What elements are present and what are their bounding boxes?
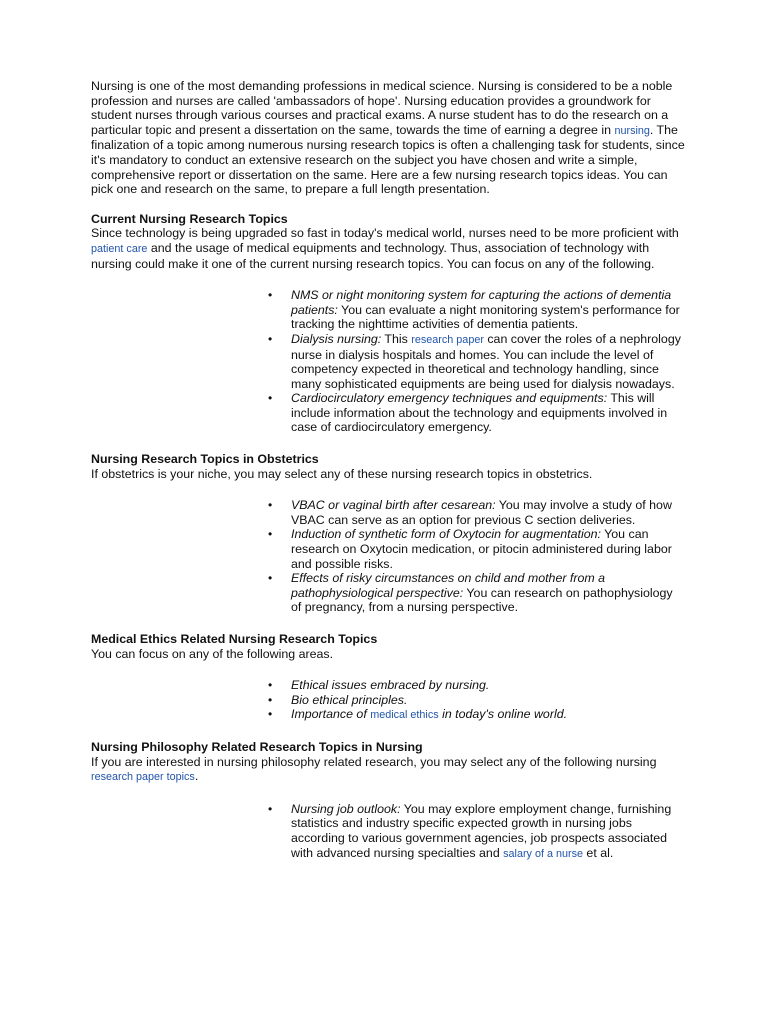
topic-title: Nursing job outlook: <box>291 801 401 816</box>
topic-text: You may involve a study of how VBAC can serve as an option for previous C section deliveries. <box>291 498 672 527</box>
list-item <box>268 288 681 332</box>
salary-of-a-nurse-link[interactable]: salary of a nurse <box>503 847 583 860</box>
research-paper-link[interactable]: research paper <box>411 333 484 346</box>
topic-text: You can research on pathophysiology of pregnancy, from a nursing perspective. <box>291 585 673 615</box>
current-topics-list <box>268 288 681 435</box>
list-item <box>268 391 681 435</box>
medical-ethics-link[interactable]: medical ethics <box>370 709 439 722</box>
topic-title: Effects of risky circumstances on child and mother from a pathophysiological perspective: <box>291 571 606 600</box>
section-heading-obstetrics: Nursing Research Topics in Obstetrics <box>91 452 319 467</box>
philosophy-intro-text-2: . <box>194 769 199 784</box>
topic-title: VBAC or vaginal birth after cesarean: <box>291 498 496 513</box>
patient-care-link[interactable]: patient care <box>91 242 148 255</box>
topic-title: NMS or night monitoring system for capturing the actions of dementia patients: <box>291 288 672 317</box>
topic-text: This <box>381 331 412 346</box>
list-item <box>268 692 681 708</box>
topic-title: Cardiocirculatory emergency techniques and equipments: <box>291 391 608 406</box>
bullet-icon: • <box>268 692 273 707</box>
intro-text-2: . The finalization of a topic among numerous nursing research topics is often a challenging task for students, since it's mandatory to conduct an extensive research on the subject you have chosen and write a simple, comprehensive report or dissertation on the same. Here are a few nursing research topics ideas. You can pick one and research on the same, to prepare a full length presentation. <box>91 122 685 197</box>
list-item <box>268 678 681 693</box>
topic-title: Induction of synthetic form of Oxytocin for augmentation: <box>291 527 601 542</box>
topic-title: Dialysis nursing: <box>291 331 382 346</box>
section-heading-ethics: Medical Ethics Related Nursing Research Topics <box>91 632 378 646</box>
list-item <box>268 527 681 571</box>
intro-text-1: Nursing is one of the most demanding professions in medical science. Nursing is considered to be a noble profession and nurses are called 'ambassadors of hope'. Nursing education provides a groundwork for student nurses through various courses and practical exams. A nurse student has to do the research on a particular topic and present a dissertation on the same, towards the time of earning a degree in <box>91 79 673 137</box>
section-intro-obstetrics: If obstetrics is your niche, you may select any of these nursing research topics in obstetrics. <box>91 466 593 481</box>
topic-title: in today's online world. <box>438 707 568 722</box>
topic-text: et al. <box>582 845 614 860</box>
topic-text: This will include information about the technology and equipments involved in case of cardiocirculatory emergency. <box>291 391 668 435</box>
section-heading-philosophy: Nursing Philosophy Related Research Topics in Nursing <box>91 739 423 754</box>
bullet-icon: • <box>268 498 273 513</box>
section-intro-current <box>91 226 688 271</box>
section-intro-philosophy <box>91 755 688 785</box>
current-intro-text-2: and the usage of medical equipments and technology. Thus, association of technology with nursing could make it one of the current nursing research topics. You can focus on any of the following. <box>91 240 655 271</box>
topic-text: You may explore employment change, furnishing statistics and industry specific expected growth in nursing jobs according to various government agencies, job prospects associated with advanced nursing specialties and <box>291 801 672 860</box>
topic-title: Ethical issues embraced by nursing. <box>291 678 490 693</box>
topic-title: Bio ethical principles. <box>291 692 408 707</box>
list-item <box>268 498 681 527</box>
intro-paragraph <box>91 79 688 197</box>
bullet-icon: • <box>268 707 273 722</box>
topic-text: You can evaluate a night monitoring system's performance for tracking the nighttime activities of dementia patients. <box>291 302 680 332</box>
list-item <box>268 801 681 861</box>
philosophy-intro-text-1: If you are interested in nursing philosophy related research, you may select any of the following nursing <box>91 754 657 769</box>
list-item <box>268 571 681 615</box>
topic-title: Importance of <box>291 707 371 722</box>
topic-text: can cover the roles of a nephrology nurse in dialysis hospitals and homes. You can include the level of competency expected in theoretical and technology handling, since many sophisticated equipments are being used for dialysis nowadays. <box>291 331 681 391</box>
bullet-icon: • <box>268 391 273 406</box>
section-intro-ethics: You can focus on any of the following areas. <box>91 646 334 661</box>
topic-text: You can research on Oxytocin medication, or pitocin administered during labor and possible risks. <box>291 527 672 571</box>
bullet-icon: • <box>268 571 273 586</box>
obstetrics-topics-list <box>268 498 681 615</box>
current-intro-text-1: Since technology is being upgraded so fast in today's medical world, nurses need to be more proficient with <box>91 226 679 241</box>
section-heading-current: Current Nursing Research Topics <box>91 211 288 226</box>
bullet-icon: • <box>268 801 273 816</box>
research-paper-topics-link[interactable]: research paper topics <box>91 771 195 784</box>
list-item <box>268 331 681 391</box>
bullet-icon: • <box>268 331 273 346</box>
nursing-link[interactable]: nursing <box>614 124 650 137</box>
bullet-icon: • <box>268 527 273 542</box>
ethics-topics-list <box>268 678 681 723</box>
philosophy-topics-list <box>268 801 681 861</box>
list-item <box>268 707 681 723</box>
bullet-icon: • <box>268 678 273 693</box>
bullet-icon: • <box>268 288 273 303</box>
